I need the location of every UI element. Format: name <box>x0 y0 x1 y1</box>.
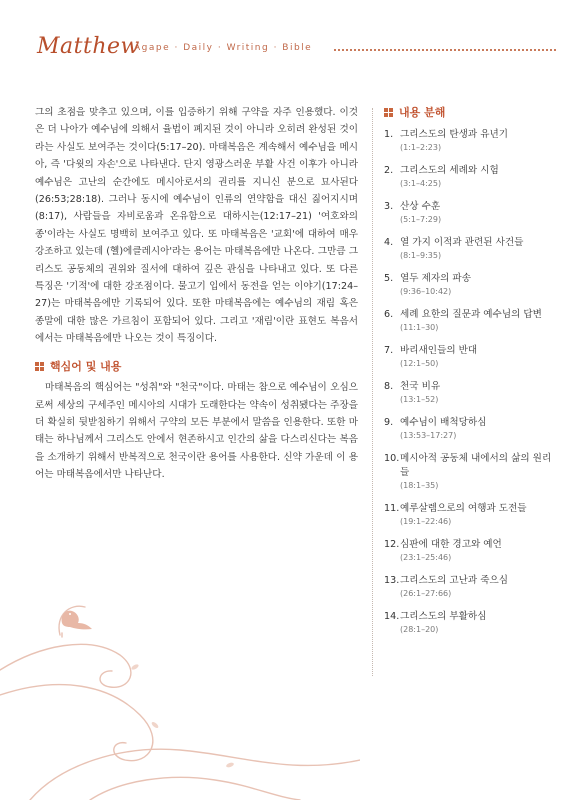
outline-item: 8. 천국 비유 (13:1–52) <box>384 381 441 404</box>
outline-item: 6. 세례 요한의 질문과 예수님의 답변 (11:1–30) <box>384 309 542 332</box>
bird-on-vine-icon <box>0 575 360 800</box>
main-column <box>35 104 358 484</box>
outline-item: 3. 산상 수훈 (5:1–7:29) <box>384 201 442 224</box>
outline-title: 내용 분해 <box>399 106 446 119</box>
outline-item: 2. 그리스도의 세례와 시험 (3:1–4:25) <box>384 165 499 188</box>
outline-list <box>384 128 554 636</box>
outline-item: 14. 그리스도의 부활하심 (28:1–20) <box>384 611 487 634</box>
book-title: Matthew <box>37 34 140 59</box>
intro-paragraph: 그의 초점을 맞추고 있으며, 이를 입증하기 위해 구약을 자주 인용했다. 이것은 더 나아가 예수님에 의해서 율법이 폐지된 것이 아니라 오히려 완성된 것이라는 사실도 보여주는 것이다(5:17–20). 마태복음은 계속해서 예수님을 메시아, 즉 '다윗의 자손'으로 나타낸다. 단지 영광스러운 부활 사건 이후가 아니라 예수님은 고난의 순간에도 메시아로서의 권리를 지니신 분으로 묘사된다(26:53;28:18). 그러나 동시에 예수님이 인류의 연약함을 대신 짊어지시며(8:17), 사람들을 자비로움과 온유함으로 대하시는(12:17–21) '여호와의 종'이라는 사실도 명백히 보여주고 있다. 또 마태복음은 '교회'에 대하여 매우 강조하고 있는데 (헬)에클레시아'라는 용어는 마태복음에만 나온다. 그만큼 그리스도 공동체의 권위와 질서에 대하여 깊은 관심을 나타내고 있다. 또 다른 특징은 '기적'에 대한 강조점이다. 물고기 입에서 동전을 얻는 이야기(17:24–27)는 마태복음에만 기록되어 있다. 또한 마태복음에는 예수님의 재림 혹은 종말에 대한 많은 가르침이 포함되어 있다. 그리고 '재림'이란 표현도 복음서에서는 마태복음에만 나오는 것이 특징이다. <box>35 107 358 345</box>
outline-item: 5. 열두 제자의 파송 (9:36–10:42) <box>384 273 471 296</box>
tagline: Agape · Daily · Writing · Bible <box>134 43 313 53</box>
outline-item: 11. 예루살렘으로의 여행과 도전들 (19:1–22:46) <box>384 503 527 526</box>
page-header <box>0 0 578 70</box>
square-bullet-icon <box>384 108 393 117</box>
outline-item: 10. 메시아적 공동체 내에서의 삶의 원리들 (18:1–35) <box>384 453 552 490</box>
outline-sidebar <box>384 104 554 646</box>
key-paragraph: 마태복음의 핵심어는 "성취"와 "천국"이다. 마태는 참으로 예수님이 오심으로써 세상의 구세주인 메시아의 시대가 도래한다는 약속이 성취됐다는 주장을 더 확실히 뒷받침하기 위해서 구약의 모든 부분에서 말씀을 인용한다. 또한 마태는 하나님께서 그리스도 안에서 현존하시고 인간의 삶을 다스리신다는 복음을 소개하기 위해서 반복적으로 천국이란 용어를 사용한다. 신약 가운데 이 용어는 마태복음에서만 나타난다. <box>35 382 358 481</box>
square-bullet-icon <box>35 362 44 371</box>
outline-item: 1. 그리스도의 탄생과 유년기 (1:1–2:23) <box>384 129 509 152</box>
outline-item: 13. 그리스도의 고난과 죽으심 (26:1–27:66) <box>384 575 509 598</box>
key-section-title: 핵심어 및 내용 <box>50 359 122 373</box>
outline-item: 4. 열 가지 이적과 관련된 사건들 (8:1–9:35) <box>384 237 524 260</box>
column-divider <box>372 108 373 676</box>
outline-heading <box>384 104 554 120</box>
outline-item: 12. 심판에 대한 경고와 예언 (23:1–25:46) <box>384 539 502 562</box>
dotted-rule <box>334 49 556 51</box>
key-section-heading <box>35 358 358 375</box>
outline-item: 9. 예수님이 배척당하심 (13:53–17:27) <box>384 417 487 440</box>
outline-item: 7. 바리새인들의 반대 (12:1–50) <box>384 345 478 368</box>
